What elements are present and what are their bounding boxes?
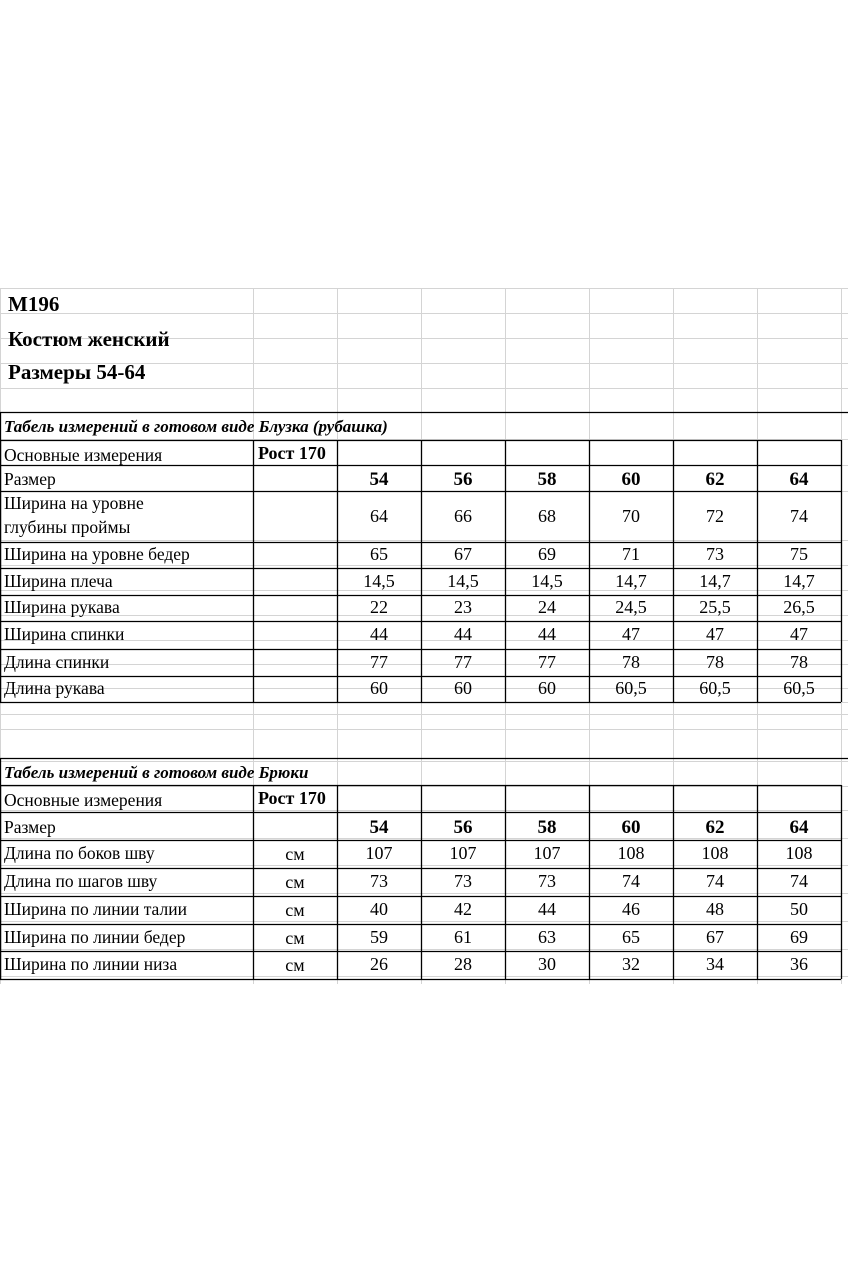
blouse-value-cell: 14,5 bbox=[363, 570, 395, 591]
blouse-value-cell: 23 bbox=[454, 597, 472, 617]
pants-value-cell: 108 bbox=[785, 843, 813, 863]
pants-size-header: 62 bbox=[705, 817, 725, 838]
blouse-value-cell: 14,5 bbox=[531, 570, 563, 591]
pants-value-cell: 63 bbox=[538, 926, 556, 947]
spreadsheet-sheet bbox=[0, 288, 848, 984]
pants-row-label: Ширина по линии низа bbox=[4, 954, 178, 974]
pants-value-cell: 42 bbox=[454, 899, 472, 919]
pants-value-cell: 74 bbox=[706, 871, 724, 891]
blouse-value-cell: 77 bbox=[370, 651, 388, 672]
blouse-value-cell: 68 bbox=[538, 505, 556, 526]
pants-value-cell: 69 bbox=[790, 926, 808, 947]
blouse-size-header: 58 bbox=[537, 469, 557, 490]
pants-row-label: Ширина по линии талии bbox=[4, 899, 187, 919]
blouse-value-cell: 44 bbox=[454, 624, 472, 644]
blouse-height-label: Рост 170 bbox=[258, 443, 326, 463]
blouse-row-label: Ширина рукава bbox=[4, 597, 120, 617]
pants-row-label: Ширина по линии бедер bbox=[4, 926, 186, 947]
blouse-row-label: Ширина спинки bbox=[4, 624, 125, 644]
pants-value-cell: 108 bbox=[701, 843, 729, 863]
blouse-value-cell: 14,7 bbox=[615, 570, 647, 591]
blouse-size-header: 56 bbox=[453, 469, 473, 490]
pants-value-cell: 73 bbox=[370, 871, 388, 891]
pants-value-cell: 67 bbox=[706, 926, 724, 947]
blouse-value-cell: 60 bbox=[538, 678, 556, 698]
pants-value-cell: 36 bbox=[790, 954, 808, 974]
blouse-value-cell: 60,5 bbox=[615, 678, 647, 698]
blouse-value-cell: 65 bbox=[370, 544, 388, 564]
pants-size-header: 64 bbox=[789, 817, 809, 838]
pants-basic-label: Основные измерения bbox=[4, 790, 163, 810]
pants-size-label: Размер bbox=[4, 817, 56, 837]
blouse-size-label: Размер bbox=[4, 469, 56, 489]
blouse-value-cell: 74 bbox=[790, 505, 808, 526]
pants-size-header: 56 bbox=[453, 817, 473, 838]
pants-size-header: 54 bbox=[369, 817, 389, 838]
pants-value-cell: 73 bbox=[538, 871, 556, 891]
blouse-value-cell: 75 bbox=[790, 544, 808, 564]
blouse-value-cell: 47 bbox=[622, 624, 640, 644]
blouse-value-cell: 25,5 bbox=[699, 597, 731, 617]
blouse-value-cell: 60,5 bbox=[783, 678, 815, 698]
blouse-value-cell: 14,5 bbox=[447, 570, 479, 591]
blouse-value-cell: 14,7 bbox=[699, 570, 731, 591]
pants-value-cell: 28 bbox=[454, 954, 472, 974]
pants-row-label: Длина по боков шву bbox=[4, 843, 155, 863]
pants-value-cell: 26 bbox=[370, 954, 388, 974]
blouse-value-cell: 78 bbox=[706, 651, 724, 672]
blouse-size-header: 64 bbox=[789, 469, 809, 490]
pants-row-unit: см bbox=[285, 872, 305, 892]
pants-value-cell: 30 bbox=[538, 954, 556, 974]
pants-row-unit: см bbox=[285, 900, 305, 920]
blouse-table-title: Табель измерений в готовом виде Блузка (рубашка) bbox=[4, 417, 388, 436]
pants-table-title: Табель измерений в готовом виде Брюки bbox=[4, 763, 309, 782]
pants-size-header: 60 bbox=[621, 817, 641, 838]
blouse-size-header: 62 bbox=[705, 469, 725, 490]
blouse-basic-label: Основные измерения bbox=[4, 445, 163, 465]
pants-value-cell: 40 bbox=[370, 899, 388, 919]
blouse-value-cell: 67 bbox=[454, 544, 472, 564]
blouse-value-cell: 72 bbox=[706, 505, 724, 526]
pants-value-cell: 107 bbox=[533, 843, 561, 863]
blouse-value-cell: 44 bbox=[538, 624, 556, 644]
pants-row-unit: см bbox=[285, 927, 305, 948]
pants-value-cell: 34 bbox=[706, 954, 724, 974]
pants-height-label: Рост 170 bbox=[258, 788, 326, 808]
blouse-value-cell: 44 bbox=[370, 624, 388, 644]
blouse-value-cell: 64 bbox=[370, 505, 388, 526]
pants-value-cell: 46 bbox=[622, 899, 640, 919]
blouse-row-label: Ширина плеча bbox=[4, 570, 113, 591]
pants-value-cell: 59 bbox=[370, 926, 388, 947]
blouse-value-cell: 78 bbox=[622, 651, 640, 672]
blouse-value-cell: 60,5 bbox=[699, 678, 731, 698]
pants-value-cell: 73 bbox=[454, 871, 472, 891]
pants-value-cell: 107 bbox=[449, 843, 477, 863]
blouse-value-cell: 47 bbox=[790, 624, 808, 644]
blouse-row-label: Длина рукава bbox=[4, 678, 105, 698]
blouse-value-cell: 60 bbox=[370, 678, 388, 698]
pants-value-cell: 44 bbox=[538, 899, 556, 919]
pants-row-unit: см bbox=[285, 955, 305, 975]
pants-value-cell: 74 bbox=[622, 871, 640, 891]
pants-value-cell: 107 bbox=[365, 843, 393, 863]
blouse-size-header: 54 bbox=[369, 469, 389, 490]
blouse-value-cell: 78 bbox=[790, 651, 808, 672]
blouse-row-label-continued: глубины проймы bbox=[4, 517, 131, 537]
blouse-value-cell: 71 bbox=[622, 544, 640, 564]
blouse-row-label: Длина спинки bbox=[4, 651, 110, 672]
blouse-row-label: Ширина на уровне bbox=[4, 493, 144, 513]
model-code: М196 bbox=[8, 292, 60, 316]
blouse-size-header: 60 bbox=[621, 469, 641, 490]
blouse-value-cell: 69 bbox=[538, 544, 556, 564]
pants-value-cell: 108 bbox=[617, 843, 645, 863]
blouse-value-cell: 77 bbox=[454, 651, 472, 672]
pants-row-unit: см bbox=[285, 844, 305, 864]
pants-value-cell: 74 bbox=[790, 871, 808, 891]
blouse-value-cell: 24,5 bbox=[615, 597, 647, 617]
blouse-value-cell: 22 bbox=[370, 597, 388, 617]
blouse-value-cell: 26,5 bbox=[783, 597, 815, 617]
product-title: Костюм женский bbox=[8, 327, 170, 351]
blouse-value-cell: 77 bbox=[538, 651, 556, 672]
pants-value-cell: 61 bbox=[454, 926, 472, 947]
pants-row-label: Длина по шагов шву bbox=[4, 871, 158, 891]
blouse-value-cell: 24 bbox=[538, 597, 556, 617]
pants-value-cell: 48 bbox=[706, 899, 724, 919]
pants-value-cell: 50 bbox=[790, 899, 808, 919]
blouse-value-cell: 60 bbox=[454, 678, 472, 698]
blouse-value-cell: 66 bbox=[454, 505, 472, 526]
blouse-row-label: Ширина на уровне бедер bbox=[4, 544, 190, 564]
blouse-value-cell: 70 bbox=[622, 505, 640, 526]
pants-value-cell: 32 bbox=[622, 954, 640, 974]
blouse-value-cell: 73 bbox=[706, 544, 724, 564]
pants-size-header: 58 bbox=[537, 817, 557, 838]
blouse-value-cell: 47 bbox=[706, 624, 724, 644]
blouse-value-cell: 14,7 bbox=[783, 570, 815, 591]
sizes-range: Размеры 54-64 bbox=[8, 360, 146, 384]
pants-value-cell: 65 bbox=[622, 926, 640, 947]
